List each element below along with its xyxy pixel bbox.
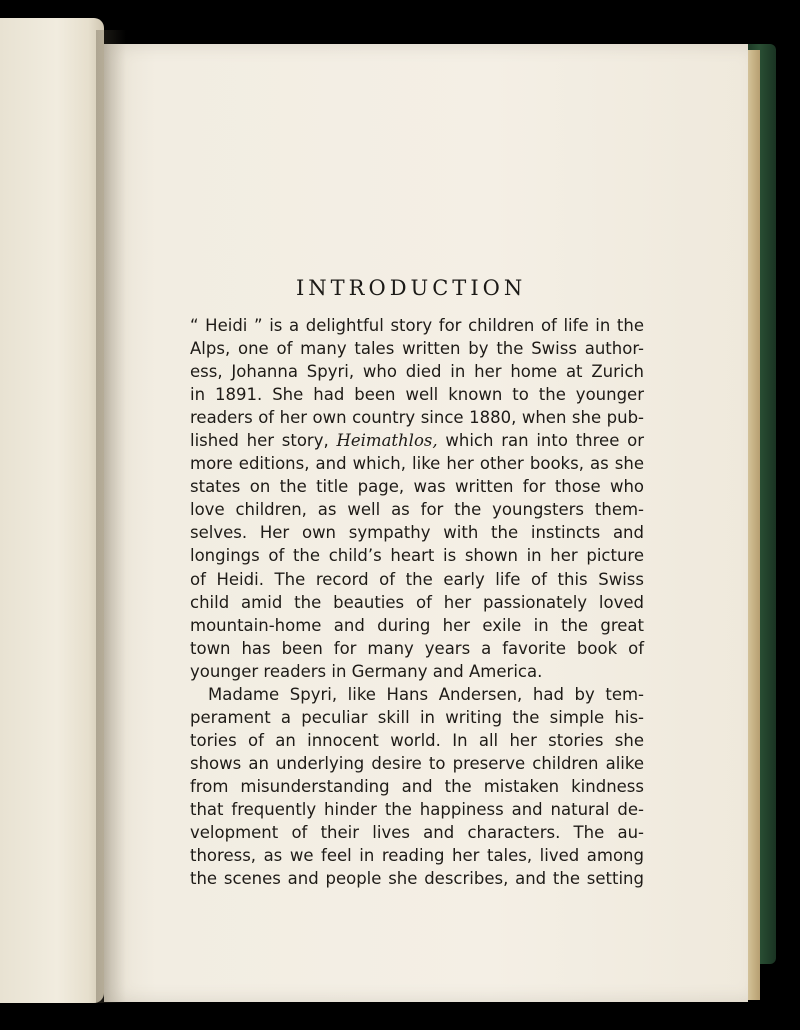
text-line: mountain-home and during her exile in the great (190, 615, 644, 635)
text-line: “ Heidi ” is a delightful story for children of life in the (190, 316, 644, 335)
text-line: perament a peculiar skill in writing the simple his- (190, 707, 644, 727)
text-line: states on the title page, was written for those who (190, 477, 644, 497)
text-line: velopment of their lives and characters. The au- (190, 823, 644, 843)
text-line: Alps, one of many tales written by the Swiss author- (190, 339, 644, 359)
introduction-body (190, 314, 644, 890)
left-page (0, 18, 104, 1003)
text-line: thoress, as we feel in reading her tales, lived among (190, 846, 644, 866)
text-line: that frequently hinder the happiness and natural de- (190, 799, 644, 819)
text-line: child amid the beauties of her passionately loved (190, 592, 644, 612)
text-segment: lished her story, (190, 431, 337, 451)
text-line: longings of the child’s heart is shown in her picture (190, 546, 644, 566)
text-line: from misunderstanding and the mistaken kindness (190, 776, 644, 796)
text-line: love children, as well as for the youngsters them- (190, 500, 644, 520)
background-shadow (0, 1003, 800, 1030)
text-line: in 1891. She had been well known to the younger (190, 385, 644, 405)
text-line: of Heidi. The record of the early life of this Swiss (190, 569, 644, 589)
text-line (190, 429, 644, 452)
page-title: INTRODUCTION (296, 276, 527, 300)
text-line: town has been for many years a favorite book of (190, 638, 644, 658)
text-segment: which ran into three or (437, 431, 644, 451)
text-line: shows an underlying desire to preserve children alike (190, 753, 644, 773)
book-title-italic: Heimathlos, (336, 431, 438, 451)
text-line: selves. Her own sympathy with the instincts and (190, 523, 644, 543)
text-line: Madame Spyri, like Hans Andersen, had by tem- (208, 684, 644, 704)
text-line: younger readers in Germany and America. (190, 661, 543, 681)
text-line: readers of her own country since 1880, when she pub- (190, 408, 644, 428)
book-gutter-shadow (96, 30, 126, 1005)
text-line: tories of an innocent world. In all her stories she (190, 730, 644, 750)
text-line: ess, Johanna Spyri, who died in her home at Zurich (190, 362, 644, 382)
text-line: the scenes and people she describes, and the setting (190, 869, 644, 889)
text-line: more editions, and which, like her other books, as she (190, 454, 644, 474)
